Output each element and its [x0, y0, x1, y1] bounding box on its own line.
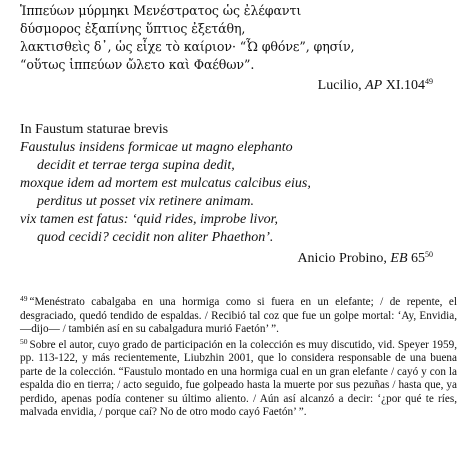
footnote-49 — [20, 296, 457, 337]
latin-line-2: decidit et terrae terga supina dedit, — [37, 158, 235, 173]
footnote-ref-49[interactable]: 49 — [425, 77, 433, 86]
footnote-number: 50 — [20, 336, 28, 346]
latin-attribution — [297, 251, 433, 267]
latin-line-6: quod cecidi? cecidit non aliter Phaethon’. — [37, 230, 274, 245]
greek-attribution-ref: XI.104 — [382, 78, 425, 93]
greek-attribution — [318, 78, 433, 94]
greek-line-1: Ἱππεύων μύρμηκι Μενέστρατος ὡς ἐλέφαντι — [20, 3, 302, 18]
footnote-number: 49 — [20, 294, 28, 303]
latin-attribution-author: Anicio Probino, — [297, 251, 391, 266]
footnotes — [20, 296, 457, 420]
greek-line-4: “οὕτως ἱππεύων ὤλετο καὶ Φαέθων”. — [20, 57, 255, 72]
latin-line-3: moxque idem ad mortem est mulcatus calcibus eius, — [20, 176, 311, 191]
footnote-50 — [20, 336, 457, 420]
latin-line-4: perditus ut posset vix retinere animam. — [37, 194, 254, 209]
footnote-text: Sobre el autor, cuyo grado de participación en la colección es muy discutido, vid. Speyer 1959, pp. 113-122, y más recientemente, Liubzhin 2001, que lo considera responsable de una buena parte de la colección. “Faustulo montado en una hormiga cual en un gran elefante / cayó y con la espalda dio en tierra; / acto seguido, fue golpeado hasta la muerte por sus pezuñas / hasta que, ya perdido, apenas podía contener su último aliento. / Aún así alcanzó a decir: ‘¿por qué te ríes, malvada envidia, / porque caí? No de otro modo cayó Faetón’ ”. — [20, 338, 457, 418]
latin-title: In Faustum staturae brevis — [20, 122, 169, 137]
latin-attribution-work: EB — [390, 251, 408, 266]
greek-line-3: λακτισθεὶς δ᾽, ὡς εἶχε τὸ καίριον· “Ὦ φθόνε”, φησίν, — [20, 39, 355, 54]
latin-line-1: Faustulus insidens formicae ut magno elephanto — [20, 140, 293, 155]
greek-attribution-author: Lucilio, — [317, 78, 366, 93]
greek-attribution-work: AP — [365, 78, 383, 93]
footnote-ref-50[interactable]: 50 — [425, 250, 433, 259]
greek-line-2: δύσμορος ἐξαπίνης ὕπτιος ἐξετάθη, — [20, 21, 246, 36]
footnote-text: “Menéstrato cabalgaba en una hormiga como si fuera en un elefante; / de repente, el desgraciado, quedó tendido de espaldas. / Recibió tal coz que fue un golpe mortal: ‘Ay, Envidia, —dijo— / también así en su cabalgadura murió Faetón’ ”. — [20, 296, 457, 335]
latin-attribution-ref: 65 — [407, 251, 425, 266]
latin-line-5: vix tamen est fatus: ‘quid rides, improbe livor, — [20, 212, 279, 227]
